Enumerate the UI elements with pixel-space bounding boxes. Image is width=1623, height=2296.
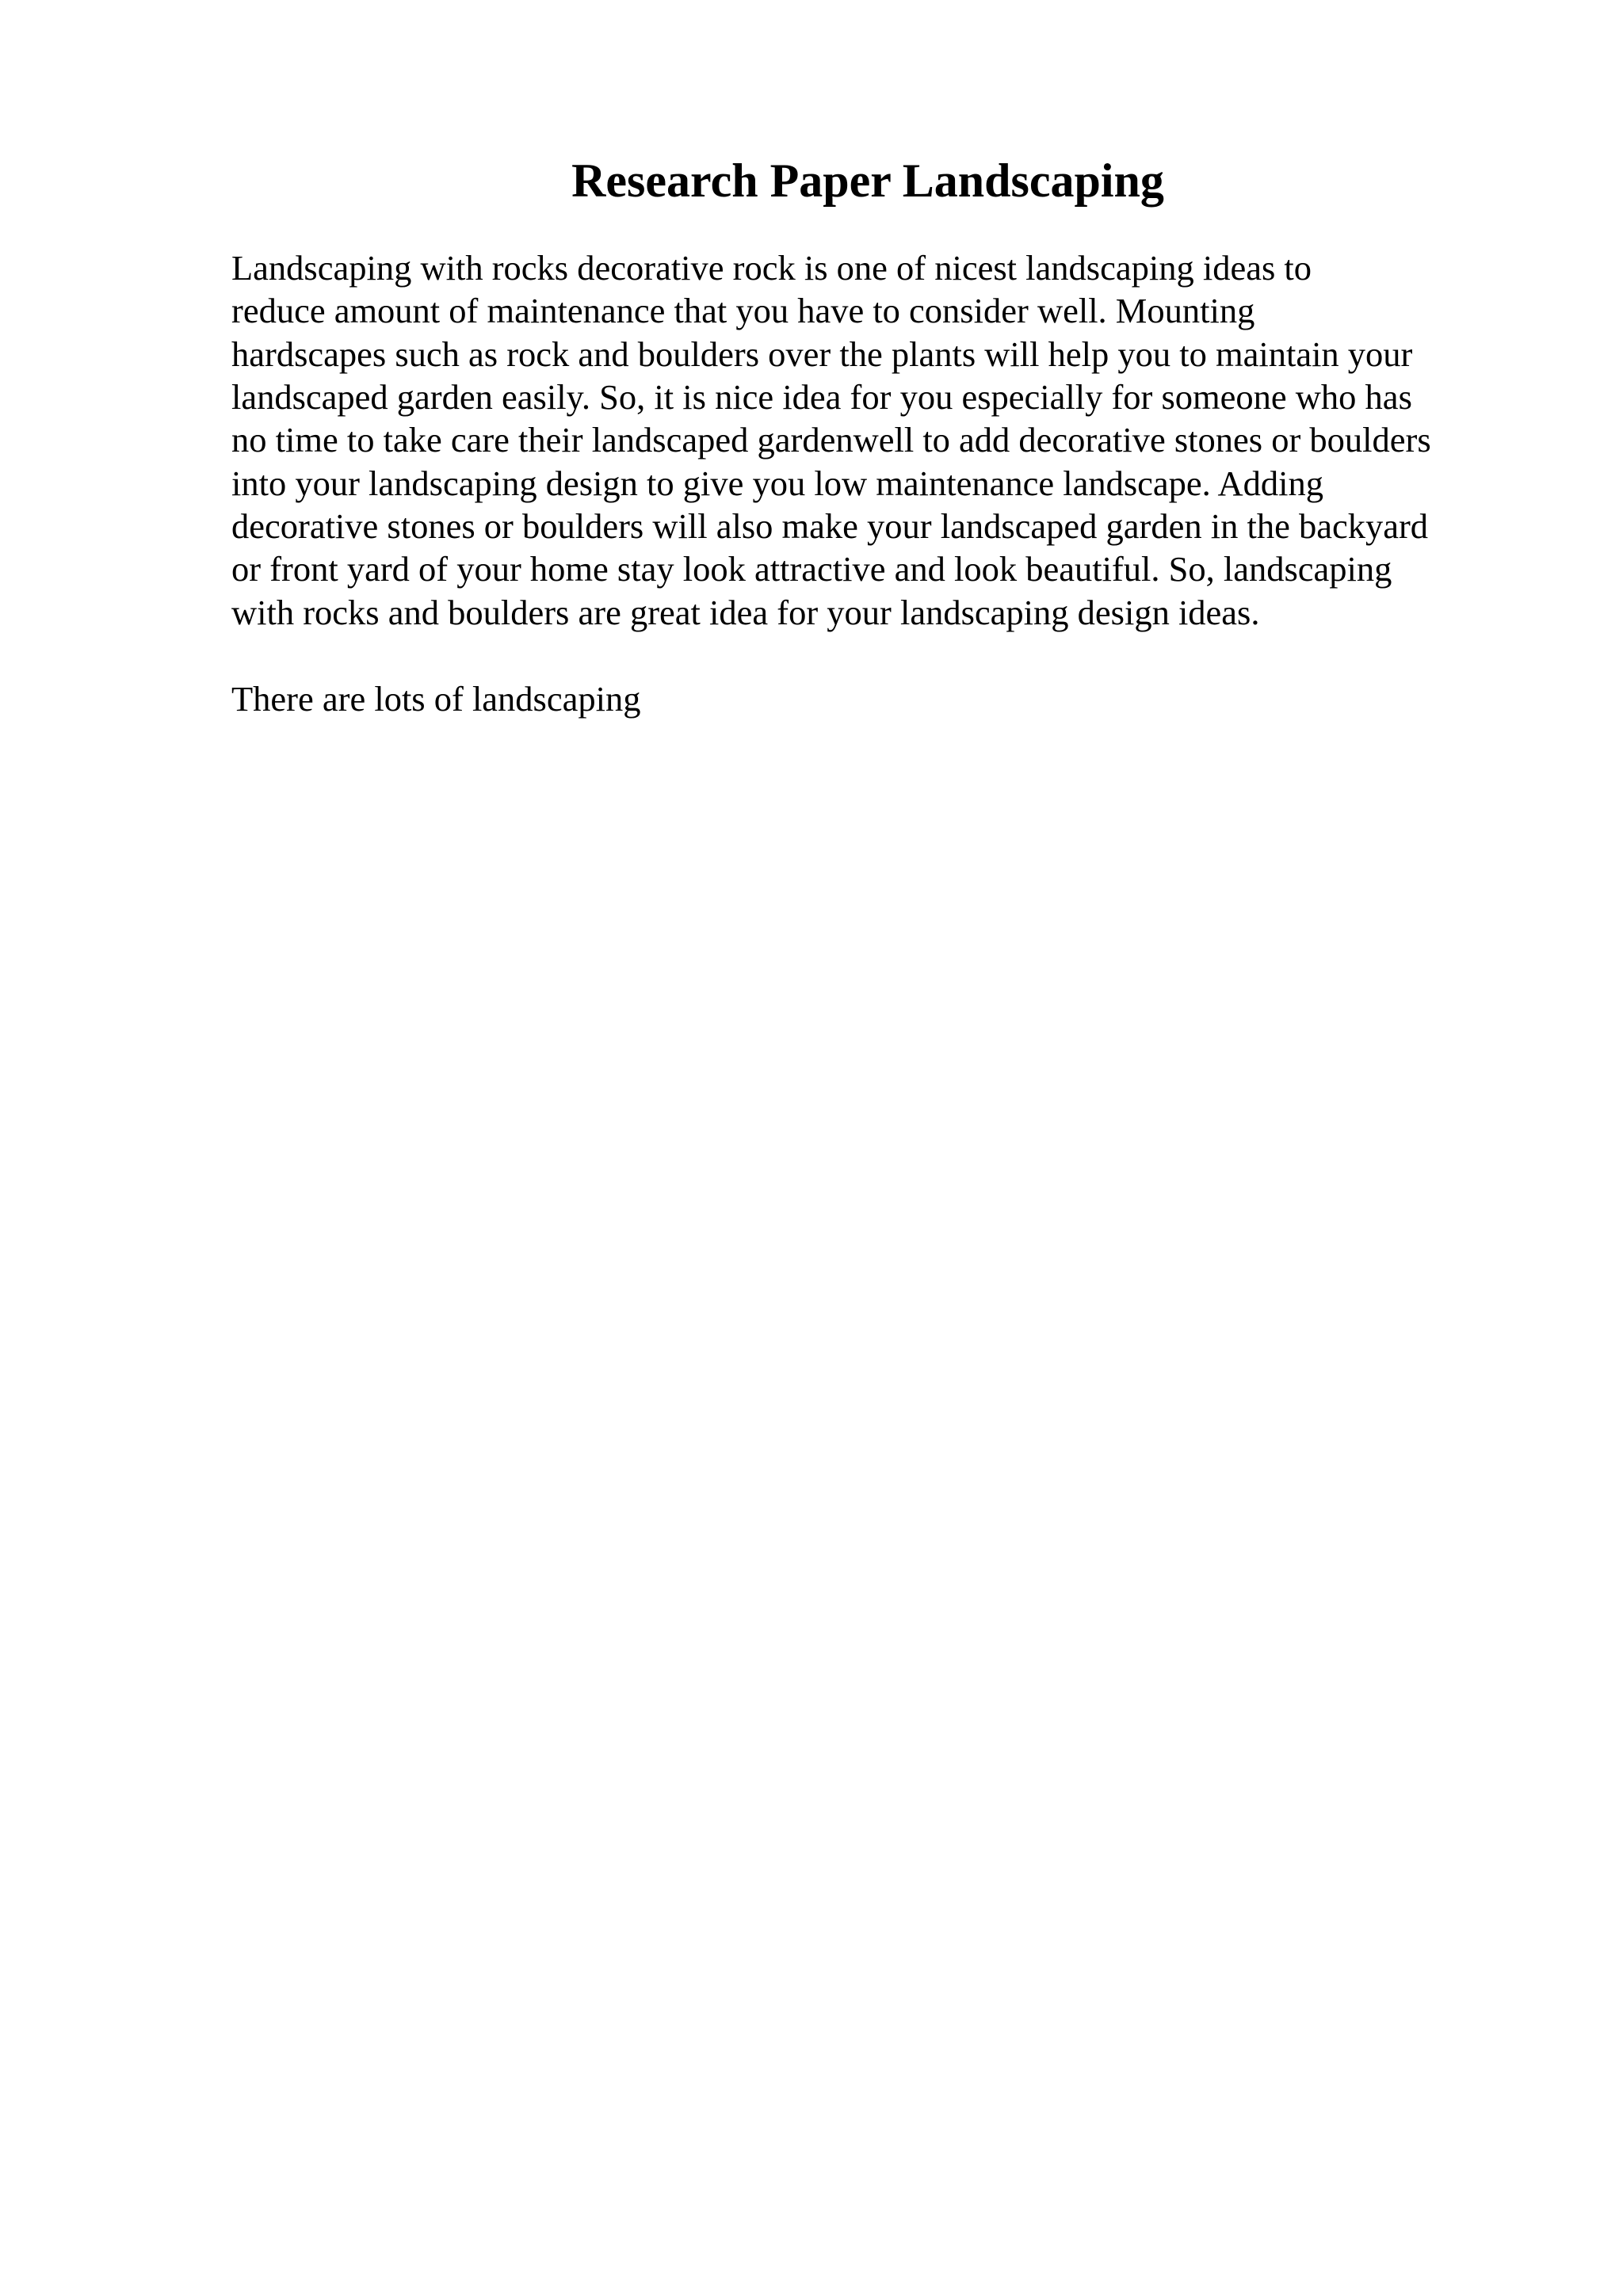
paragraph-line: landscaped garden easily. So, it is nice idea for you especially for someone who has (231, 377, 1412, 417)
paragraph-line: Landscaping with rocks decorative rock is one of nicest landscaping ideas to (231, 248, 1312, 288)
paragraph-line: with rocks and boulders are great idea for your landscaping design ideas. (231, 593, 1260, 632)
paragraph-line: into your landscaping design to give you low maintenance landscape. Adding (231, 463, 1323, 503)
paragraph-line: or front yard of your home stay look attractive and look beautiful. So, landscaping (231, 549, 1392, 589)
paragraph-line: no time to take care their landscaped gardenwell to add decorative stones or boulders (231, 420, 1431, 460)
paragraph-line: reduce amount of maintenance that you have to consider well. Mounting (231, 291, 1255, 330)
paragraph-2: There are lots of landscaping (231, 679, 641, 719)
paragraph-line: decorative stones or boulders will also make your landscaped garden in the backyard (231, 506, 1429, 546)
page-title: Research Paper Landscaping (571, 154, 1164, 207)
paragraph-line: hardscapes such as rock and boulders over the plants will help you to maintain your (231, 334, 1413, 374)
